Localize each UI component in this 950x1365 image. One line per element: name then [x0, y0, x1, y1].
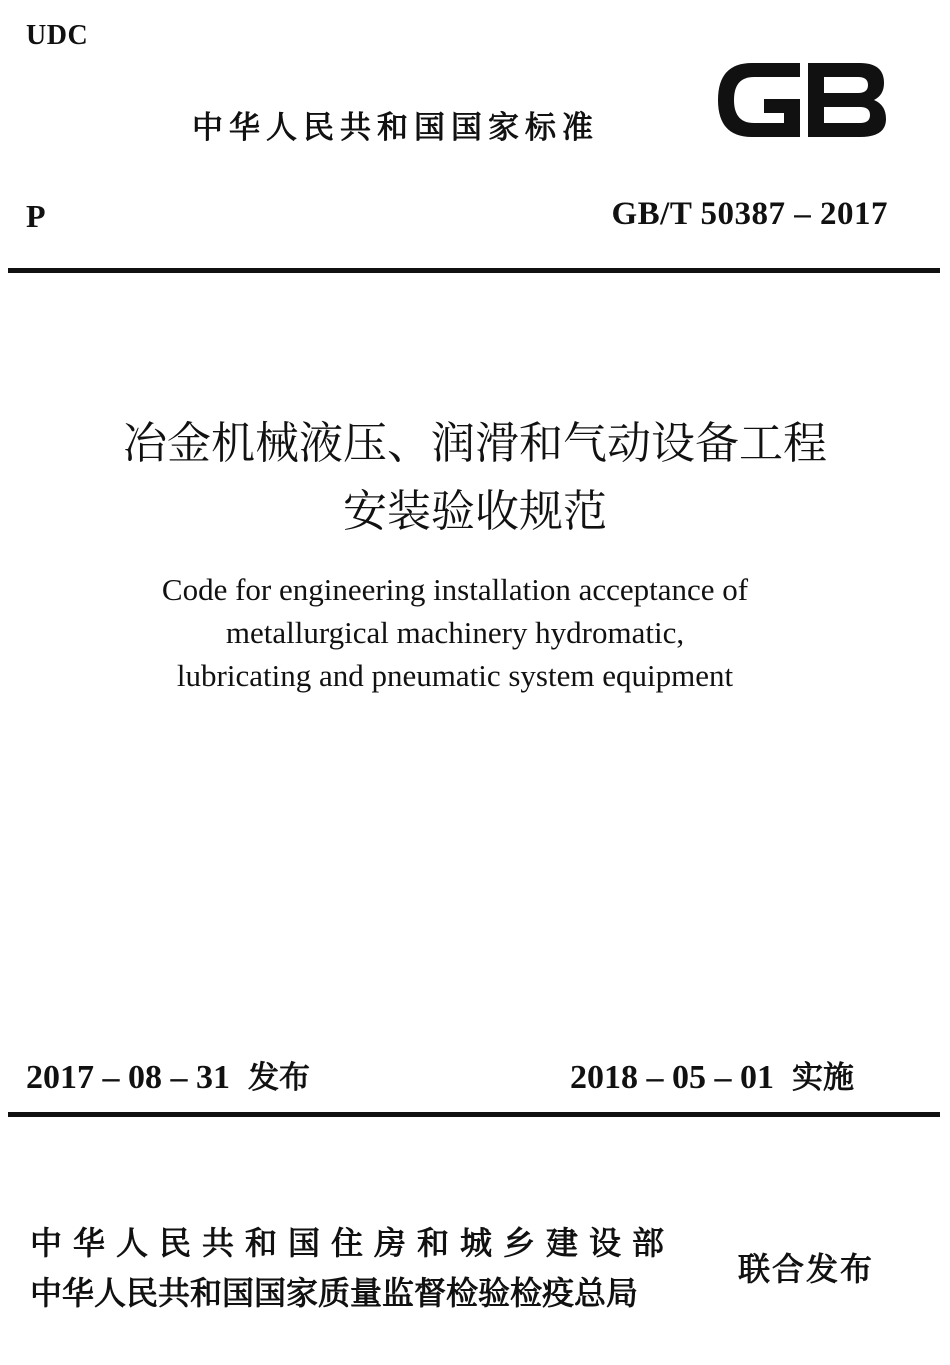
bottom-divider: [8, 1112, 940, 1117]
effective-date: 2018 – 05 – 01: [570, 1059, 774, 1096]
title-cn-line-1: 冶金机械液压、润滑和气动设备工程: [123, 418, 827, 469]
publisher-ministry-housing: 中华人民共和国住房和城乡建设部: [30, 1224, 676, 1262]
title-en-line-2: metallurgical machinery hydromatic,: [225, 615, 685, 650]
issue-label: 发布: [248, 1060, 310, 1096]
standard-code: GB/T 50387 – 2017: [611, 196, 888, 232]
gb-logo: [712, 55, 890, 145]
effective-label: 实施: [792, 1060, 854, 1096]
issue-date-block: [26, 1052, 310, 1097]
title-cn-line-2: 安装验收规范: [343, 486, 607, 537]
joint-publication-label: 联合发布: [738, 1250, 875, 1288]
udc-label: UDC: [26, 20, 89, 51]
gb-logo-g-shape: [718, 63, 800, 137]
publisher-aqsiq: 中华人民共和国国家质量监督检验检疫总局: [30, 1274, 639, 1312]
gb-logo-b-shape: [808, 63, 886, 137]
issue-date: 2017 – 08 – 31: [26, 1059, 230, 1096]
top-divider: [8, 268, 940, 273]
national-standard-heading: 中华人民共和国国家标准: [192, 110, 599, 146]
title-en-line-3: lubricating and pneumatic system equipment: [176, 658, 734, 693]
title-english: [0, 568, 910, 697]
category-letter: P: [26, 198, 46, 234]
effective-date-block: [570, 1052, 854, 1097]
title-en-line-1: Code for engineering installation acceptance of: [161, 572, 749, 607]
title-chinese: [0, 410, 950, 546]
